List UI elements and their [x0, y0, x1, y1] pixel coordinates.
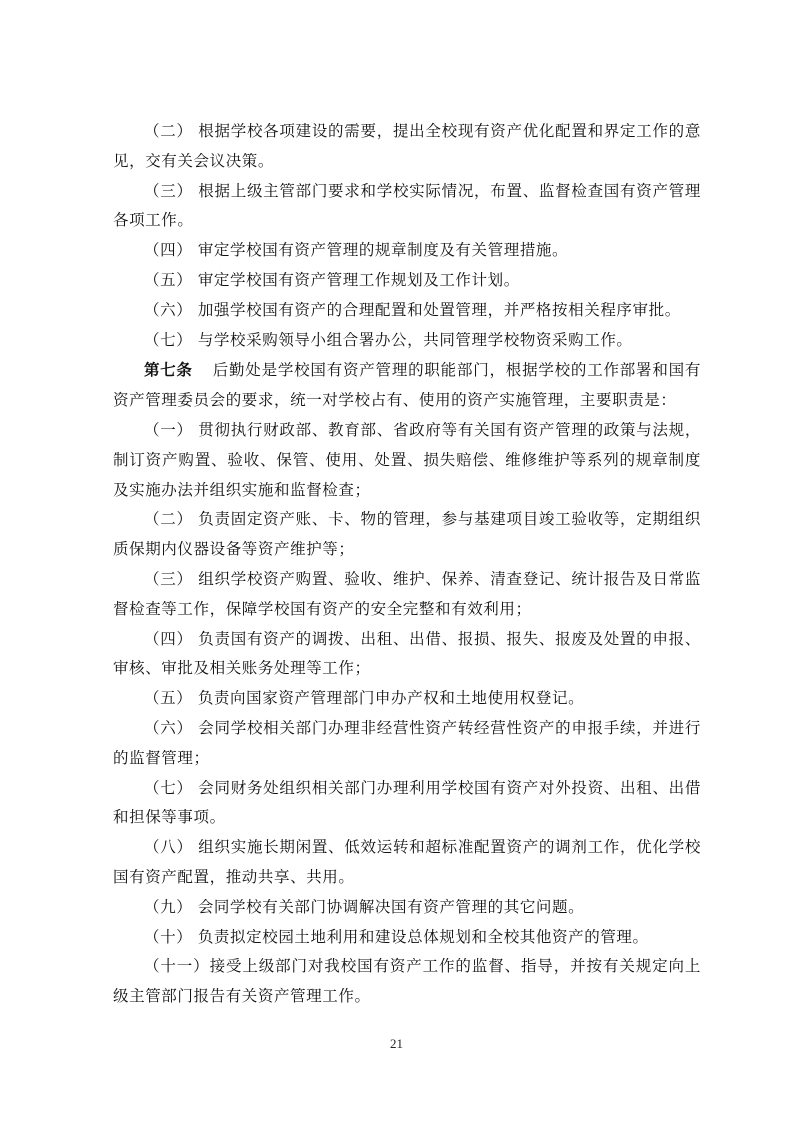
duty-item-2: （二） 负责固定资产账、卡、物的管理，参与基建项目竣工验收等，定期组织质保期内仪器设备等资产维护等；	[113, 510, 701, 559]
article-7-paragraph	[113, 355, 701, 416]
paragraph-item-5: （五） 审定学校国有资产管理工作规划及工作计划。	[144, 270, 520, 289]
duty-item-7: （七） 会同财务处组织相关部门办理利用学校国有资产对外投资、出租、出借和担保等事项。	[113, 778, 701, 827]
duty-item-9: （九） 会同学校有关部门协调解决国有资产管理的其它问题。	[144, 897, 585, 916]
duty-item-1: （一） 贯彻执行财政部、教育部、省政府等有关国有资产管理的政策与法规，制订资产购置、验收、保管、使用、处置、损失赔偿、维修维护等系列的规章制度及实施办法并组织实施和监督检查；	[113, 420, 701, 499]
article-7-heading: 第七条	[144, 360, 193, 380]
duty-item-4: （四） 负责国有资产的调拨、出租、出借、报损、报失、报废及处置的申报、审核、审批及相关账务处理等工作；	[113, 629, 701, 678]
article-7-text: 后勤处是学校国有资产管理的职能部门，根据学校的工作部署和国有资产管理委员会的要求，统一对学校占有、使用的资产实施管理，主要职责是：	[113, 361, 701, 410]
duty-item-3: （三） 组织学校资产购置、验收、维护、保养、清查登记、统计报告及日常监督检查等工作，保障学校国有资产的安全完整和有效利用；	[113, 569, 701, 618]
duty-item-6: （六） 会同学校相关部门办理非经营性资产转经营性资产的申报手续，并进行的监督管理；	[113, 718, 701, 767]
paragraph-item-3: （三） 根据上级主管部门要求和学校实际情况，布置、监督检查国有资产管理各项工作。	[113, 181, 701, 230]
document-body	[113, 117, 701, 1012]
paragraph-item-4: （四） 审定学校国有资产管理的规章制度及有关管理措施。	[144, 241, 569, 260]
page-number: 21	[390, 1036, 403, 1051]
paragraph-item-7: （七） 与学校采购领导小组合署办公，共同管理学校物资采购工作。	[144, 330, 633, 349]
duty-item-11: （十一）接受上级部门对我校国有资产工作的监督、指导，并按有关规定向上级主管部门报告有关资产管理工作。	[113, 957, 701, 1006]
paragraph-item-2: （二） 根据学校各项建设的需要，提出全校现有资产优化配置和界定工作的意见，交有关会议决策。	[113, 122, 701, 170]
duty-item-8: （八） 组织实施长期闲置、低效运转和超标准配置资产的调剂工作，优化学校国有资产配置，推动共享、共用。	[113, 838, 701, 886]
paragraph-item-6: （六） 加强学校国有资产的合理配置和处置管理，并严格按相关程序审批。	[144, 300, 681, 319]
duty-item-5: （五） 负责向国家资产管理部门申办产权和土地使用权登记。	[144, 689, 585, 708]
duty-item-10: （十） 负责拟定校园土地利用和建设总体规划和全校其他资产的管理。	[144, 927, 649, 946]
